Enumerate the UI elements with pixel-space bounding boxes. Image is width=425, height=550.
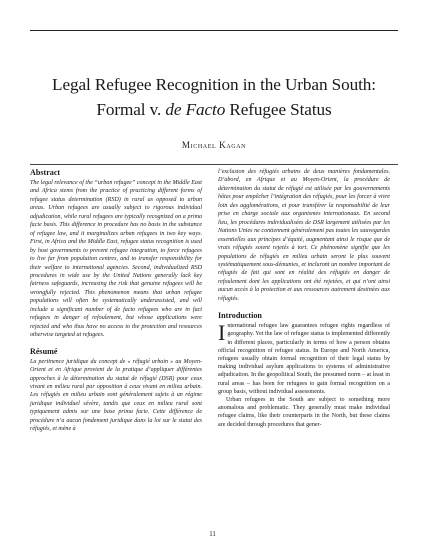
title-line-2-pre: Formal v. (96, 100, 166, 119)
article-title (30, 72, 398, 122)
intro-paragraph-1 (218, 322, 390, 396)
intro-paragraph-1-text: nternational refugee law guarantees refugee rights regardless of geography. Yet the law of refugee status is implemented differently in different places, particularly in terms of how a person obtains official recognition of refugee status. In Europe and North America, refugees usually obtain formal recognition of their legal status by making individual asylum applications to systems of administrative adjudication. In the geopolitical South, the presumed norm – at least in rural areas – has been for refugees to gain formal recognition on a group basis, without individual assessments. (218, 323, 390, 395)
resume-continued-text: l’exclusion des réfugiés urbains de deux manières fondamentales. D’abord, en Afrique et au Moyen-Orient, la procédure de détermination du statut de réfugié est utilisée par les gouvernements hôtes pour empêcher l’intégration des réfugiés, pour les forcer à vivre loin des agglomérations, et pour transférer la responsabilité de leur prise en charge sociale aux organismes internationaux. En second lieu, les procédures individualisées de DSR largement utilisées par les Nations Unies ne contiennent généralement pas toutes les sauvegardes essentielles aux principes d’équité, augmentant ainsi le risque que de vrais réfugiés soient rejetés à tort. Ce phénomène signifie que les populations de réfugiés en milieu urbain seront le plus souvent systématiquement sous-démunies, et incluront un nombre important de réfugiés de fait qui sont en réalité des réfugiés en danger de refoulement dont les applications ont été rejetées, et qui n’ont ainsi aucun accès à la protection et aux ressources autrement destinées aux réfugiés. (218, 169, 390, 302)
top-rule (30, 30, 398, 31)
intro-paragraph-2: Urban refugees in the South are subject to something more anomalous and problematic. They generally must make individual refugee claims, like their counterparts in the North, but these claims are decided through procedures that gener- (218, 397, 390, 428)
abstract-heading: Abstract (30, 168, 61, 177)
drop-cap: I (218, 320, 226, 346)
resume-text: La pertinence juridique du concept de « réfugié urbain » au Moyen-Orient et en Afrique provient de la pratique d’appliquer différentes approches à la détermination du statut de réfugié (DSR) pour ceux vivant en milieu rural par opposition à ceux vivant en milieu urbain. Les réfugiés en milieu urbain sont généralement sujets à un régime juridique individuel sévère, tandis que ceux en milieu rural sont typiquement admis sur une base prima facie. Cette différence de procédure n’a aucun fondement juridique dans la loi sur le statut des réfugiés, et mène à (30, 358, 202, 433)
left-column (30, 168, 202, 434)
author-name: Michael Kagan (181, 140, 247, 150)
title-line-2-post: Refugee Status (225, 100, 332, 119)
right-column (218, 168, 390, 429)
introduction-heading: Introduction (218, 311, 262, 321)
abstract-text: The legal relevance of the “urban refugee” concept in the Middle East and Africa stems from the practice of practicing different forms of refugee status determination (RSD) in rural as opposed to urban areas. Urban refugees are usually subject to rigorous individual adjudication, while rural refugees are typically recognized on a prima facie basis. This difference in procedure has no basis in the substance of refugee law, and it marginalizes urban refugees in two key ways. First, in Africa and the Middle East, refugee status recognition is used by host governments to prevent refugee integration, to force refugees to live far from population centres, and to transfer responsibility for their welfare to international agencies. Second, individualized RSD procedures in wide use by the United Nations generally lack key fairness safeguards, increasing the risk that genuine refugees will be wrongfully rejected. This phenomenon means that urban refugee populations will often be systematically underassisted, and will include a significant number of de facto refugees who are in fact refugees in danger of refoulement, but whose applications were rejected and who thus have no access to the protection and resources otherwise targeted at refugees. (30, 180, 202, 339)
title-line-2 (30, 97, 398, 122)
section-rule (30, 164, 398, 165)
page-number: 11 (209, 531, 216, 538)
resume-heading: Résumé (30, 346, 58, 356)
title-line-1: Legal Refugee Recognition in the Urban South: (52, 75, 376, 94)
title-line-2-italic: de Facto (165, 100, 226, 119)
